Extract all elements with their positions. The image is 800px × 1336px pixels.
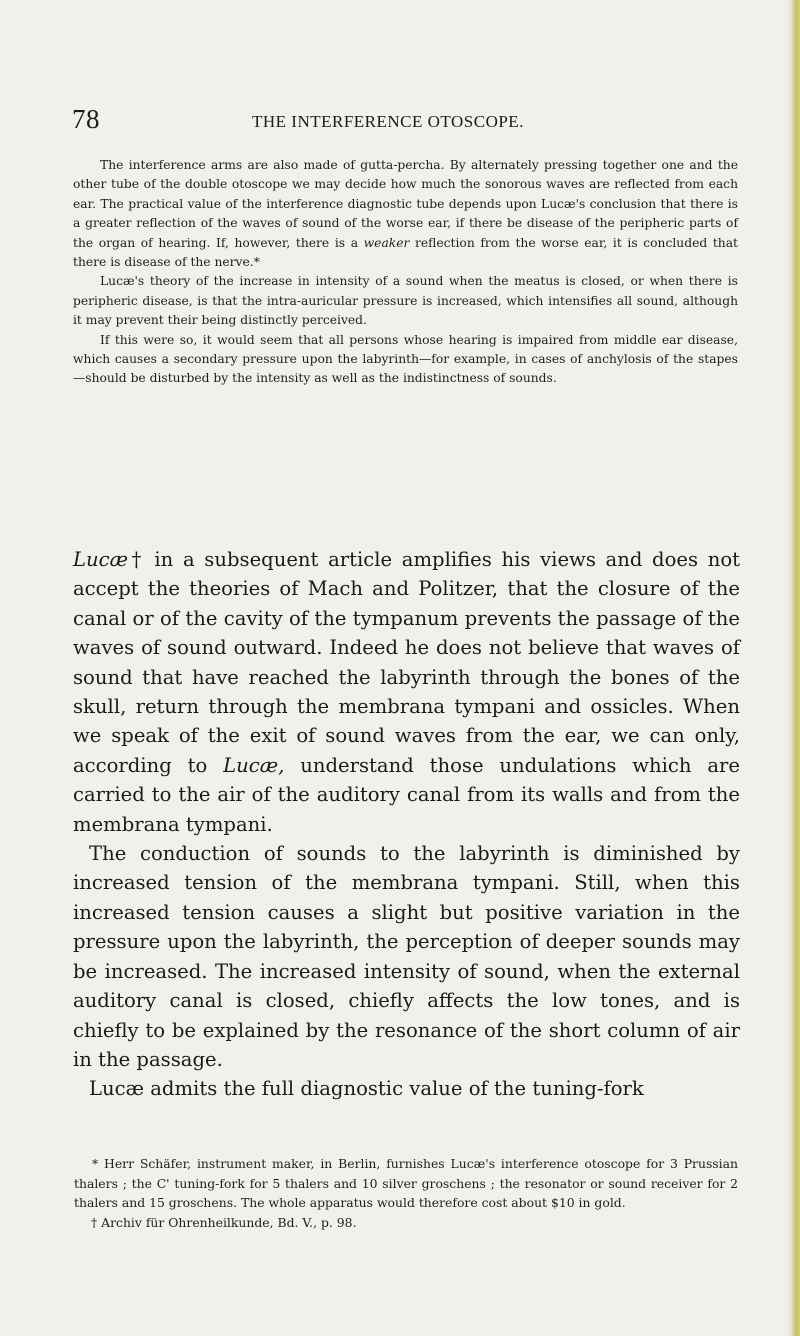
page-header	[40, 104, 760, 134]
paragraph: Lucæ† in a subsequent article amplifies his views and does not accept the theories of Mach and Politzer, that the closure of the canal or of the cavity of the tympanum prevents the passage of the waves of sound outward. Indeed he does not believe that waves of sound that have reached the labyrinth through the bones of the skull, return through the membrana tympani and ossicles. When we speak of the exit of sound waves from the ear, we can only, according to Lucæ, understand those undulations which are carried to the air of the auditory canal from its walls and from the membrana tympani.	[73, 548, 741, 836]
footnotes	[74, 1154, 738, 1232]
page-number: 78	[72, 104, 100, 134]
footnote: † Archiv für Ohrenheilkunde, Bd. V., p. 98.	[91, 1214, 357, 1230]
paragraph: The conduction of sounds to the labyrinth is diminished by increased tension of the membrana tympani. Still, when this increased tension causes a slight but positive variation in the pressure upon the labyrinth, the perception of deeper sounds may be increased. The increased intensity of sound, when the external auditory canal is closed, chiefly affects the low tones, and is chiefly to be explained by the resonance of the short column of air in the passage.	[73, 842, 740, 1071]
paragraph-block-small	[73, 156, 738, 389]
footnote-mark: †	[128, 548, 145, 571]
footnote: * Herr Schäfer, instrument maker, in Berlin, furnishes Lucæ's interference otoscope for 3 Prussian thalers ; the C' tuning-fork for 5 thalers and 10 silver groschens ; the resonator or sound receiver for 2 thalers and 15 groschens. The whole apparatus would therefore cost about $10 in gold.	[74, 1156, 738, 1211]
paragraph: Lucæ admits the full diagnostic value of the tuning-fork	[89, 1077, 644, 1101]
paragraph: Lucæ's theory of the increase in intensity of a sound when the meatus is closed, or when there is peripheric disease, is that the intra-auricular pressure is increased, which intensifies all sound, although it may prevent their being distinctly perceived.	[73, 274, 738, 328]
page-edge	[786, 0, 800, 1336]
paragraph: The interference arms are also made of gutta-percha. By alternately pressing together one and the other tube of the double otoscope we may decide how much the sonorous waves are reflected from each ear. The practical value of the interference diagnostic tube depends upon Lucæ's conclusion that there is a greater reflection of the waves of sound of the worse ear, if there be disease of the peripheric parts of the organ of hearing. If, however, there is a weaker reflection from the worse ear, it is concluded that there is disease of the nerve.*	[73, 158, 738, 270]
paragraph: If this were so, it would seem that all persons whose hearing is impaired from middle ear disease, which causes a secondary pressure upon the labyrinth—for example, in cases of anchylosis of the stapes—should be disturbed by the intensity as well as the indistinctness of sounds.	[73, 332, 738, 386]
running-title: THE INTERFERENCE OTOSCOPE.	[252, 112, 524, 131]
paragraph-block-large	[73, 545, 740, 1104]
